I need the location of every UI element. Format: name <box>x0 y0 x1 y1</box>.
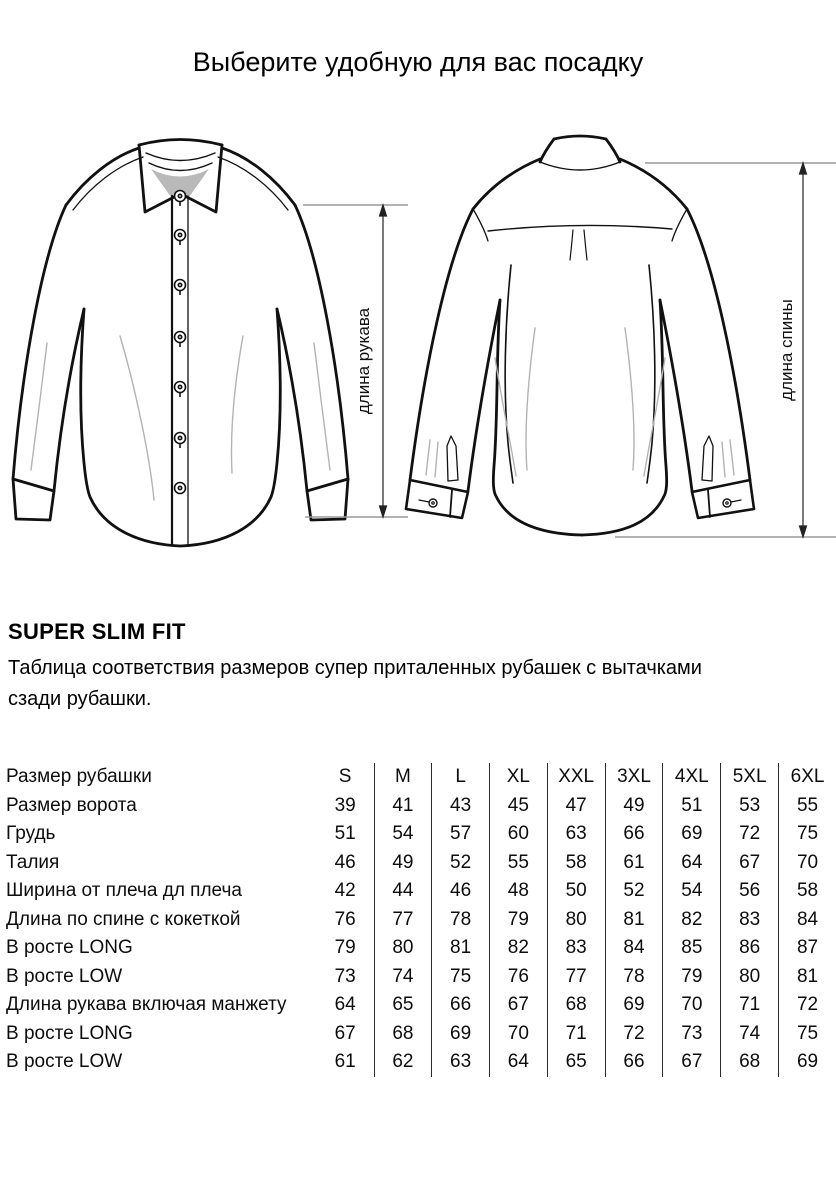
cell-value: XXL <box>547 763 605 792</box>
cell-value: 65 <box>374 991 432 1020</box>
sleeve-length-arrow <box>303 205 408 517</box>
cell-value: 64 <box>489 1048 547 1077</box>
table-row <box>6 1048 836 1077</box>
cell-value: 83 <box>547 934 605 963</box>
cell-value: 46 <box>432 877 490 906</box>
table-row <box>6 963 836 992</box>
cell-value: 57 <box>432 820 490 849</box>
cell-value: 43 <box>432 792 490 821</box>
back-length-label: длина спины <box>777 299 796 401</box>
cell-value: 81 <box>605 906 663 935</box>
row-label: Длина по спине с кокеткой <box>6 908 241 930</box>
description-line: Таблица соответствия размеров супер приталенных рубашек с вытачками <box>8 657 702 679</box>
cell-value: 80 <box>374 934 432 963</box>
cell-value: 68 <box>374 1020 432 1049</box>
cell-value: 54 <box>374 820 432 849</box>
back-darts <box>505 265 655 483</box>
back-length-arrow <box>615 163 836 537</box>
cell-value: 85 <box>663 934 721 963</box>
cell-value: 53 <box>721 792 779 821</box>
cell-value: 84 <box>605 934 663 963</box>
cell-value: 72 <box>721 820 779 849</box>
cell-value: 67 <box>489 991 547 1020</box>
cell-value: 3XL <box>605 763 663 792</box>
cell-value: 58 <box>547 849 605 878</box>
cell-value: 69 <box>432 1020 490 1049</box>
sleeve-length-label: длина рукава <box>354 307 373 415</box>
cell-value: 5XL <box>721 763 779 792</box>
cell-value: 78 <box>432 906 490 935</box>
cell-value: 63 <box>547 820 605 849</box>
cell-value: 82 <box>663 906 721 935</box>
row-label: Грудь <box>6 823 56 845</box>
cell-value: 70 <box>489 1020 547 1049</box>
cell-value: 49 <box>374 849 432 878</box>
cell-value: 4XL <box>663 763 721 792</box>
cell-value: 64 <box>334 994 356 1016</box>
cell-value: 76 <box>334 908 356 930</box>
cell-value: 74 <box>721 1020 779 1049</box>
cell-value: 65 <box>547 1048 605 1077</box>
cell-value: 76 <box>489 963 547 992</box>
cell-value: 39 <box>334 794 356 816</box>
cell-value: 82 <box>489 934 547 963</box>
left-sleeve <box>13 205 84 520</box>
right-sleeve <box>277 205 348 520</box>
table-row <box>6 849 836 878</box>
right-sleeve-back <box>660 209 754 518</box>
cell-value: 87 <box>779 934 836 963</box>
cell-value: 72 <box>605 1020 663 1049</box>
row-label: Талия <box>6 851 60 873</box>
table-row <box>6 934 836 963</box>
cell-value: 63 <box>432 1048 490 1077</box>
cell-value: 48 <box>489 877 547 906</box>
cell-value: 42 <box>334 880 356 902</box>
cell-value: 79 <box>334 937 356 959</box>
cell-value: 68 <box>547 991 605 1020</box>
cell-value: 64 <box>663 849 721 878</box>
cell-value: 78 <box>605 963 663 992</box>
fit-heading: SUPER SLIM FIT <box>8 619 186 644</box>
cell-value: 80 <box>721 963 779 992</box>
table-row <box>6 906 836 935</box>
cell-value: 52 <box>605 877 663 906</box>
cell-value: 50 <box>547 877 605 906</box>
page-title: Выберите удобную для вас посадку <box>192 47 644 77</box>
cell-value: 75 <box>779 1020 836 1049</box>
cell-value: 45 <box>489 792 547 821</box>
cell-value: 66 <box>605 820 663 849</box>
cell-value: 6XL <box>779 763 836 792</box>
row-label: Длина рукава включая манжету <box>6 994 287 1016</box>
cell-value: 83 <box>721 906 779 935</box>
table-row <box>6 763 836 792</box>
cell-value: 81 <box>432 934 490 963</box>
size-table-body <box>6 763 836 1077</box>
cell-value: 61 <box>605 849 663 878</box>
cell-value: 69 <box>605 991 663 1020</box>
cell-value: 71 <box>547 1020 605 1049</box>
yoke-seam <box>488 225 672 231</box>
cell-value: 51 <box>334 823 356 845</box>
cell-value: 79 <box>663 963 721 992</box>
cell-value: 55 <box>489 849 547 878</box>
row-label: Ширина от плеча дл плеча <box>6 880 242 902</box>
cell-value: 49 <box>605 792 663 821</box>
row-label: В росте LONG <box>6 937 133 959</box>
cell-value: 77 <box>547 963 605 992</box>
cell-value: S <box>338 766 352 788</box>
row-label: В росте LOW <box>6 1051 123 1073</box>
cell-value: 52 <box>432 849 490 878</box>
row-label: В росте LOW <box>6 965 123 987</box>
cell-value: 75 <box>779 820 836 849</box>
row-label: Размер рубашки <box>6 766 152 788</box>
cell-value: 75 <box>432 963 490 992</box>
cell-value: 74 <box>374 963 432 992</box>
cell-value: 54 <box>663 877 721 906</box>
cell-value: 44 <box>374 877 432 906</box>
row-label: В росте LONG <box>6 1022 133 1044</box>
fit-description <box>8 653 702 715</box>
cell-value: M <box>374 763 432 792</box>
cell-value: 81 <box>779 963 836 992</box>
shirt-front-drawing <box>0 128 420 573</box>
table-row <box>6 792 836 821</box>
shirt-back-drawing <box>400 128 836 573</box>
cell-value: 62 <box>374 1048 432 1077</box>
cell-value: 56 <box>721 877 779 906</box>
cell-value: 66 <box>432 991 490 1020</box>
table-row <box>6 877 836 906</box>
cell-value: 86 <box>721 934 779 963</box>
cell-value: 58 <box>779 877 836 906</box>
table-row <box>6 1020 836 1049</box>
cell-value: 67 <box>663 1048 721 1077</box>
cell-value: 41 <box>374 792 432 821</box>
table-row <box>6 991 836 1020</box>
cell-value: 47 <box>547 792 605 821</box>
cell-value: L <box>432 763 490 792</box>
cell-value: 70 <box>779 849 836 878</box>
cell-value: 71 <box>721 991 779 1020</box>
buttons <box>175 191 186 494</box>
cell-value: 68 <box>721 1048 779 1077</box>
cell-value: 67 <box>334 1022 356 1044</box>
cell-value: 55 <box>779 792 836 821</box>
cell-value: 61 <box>334 1051 356 1073</box>
description-line: сзади рубашки. <box>8 688 152 710</box>
cell-value: 67 <box>721 849 779 878</box>
cell-value: 66 <box>605 1048 663 1077</box>
row-label: Размер ворота <box>6 794 137 816</box>
cell-value: XL <box>489 763 547 792</box>
size-table <box>6 763 836 1077</box>
cell-value: 69 <box>779 1048 836 1077</box>
cell-value: 72 <box>779 991 836 1020</box>
cell-value: 73 <box>334 965 356 987</box>
cell-value: 46 <box>334 851 356 873</box>
left-sleeve-back <box>406 209 500 518</box>
fold-lines <box>31 336 330 500</box>
cell-value: 84 <box>779 906 836 935</box>
cell-value: 51 <box>663 792 721 821</box>
cell-value: 73 <box>663 1020 721 1049</box>
cell-value: 70 <box>663 991 721 1020</box>
cell-value: 69 <box>663 820 721 849</box>
collar-back <box>540 136 620 170</box>
cell-value: 77 <box>374 906 432 935</box>
cell-value: 60 <box>489 820 547 849</box>
cell-value: 80 <box>547 906 605 935</box>
table-row <box>6 820 836 849</box>
cell-value: 79 <box>489 906 547 935</box>
